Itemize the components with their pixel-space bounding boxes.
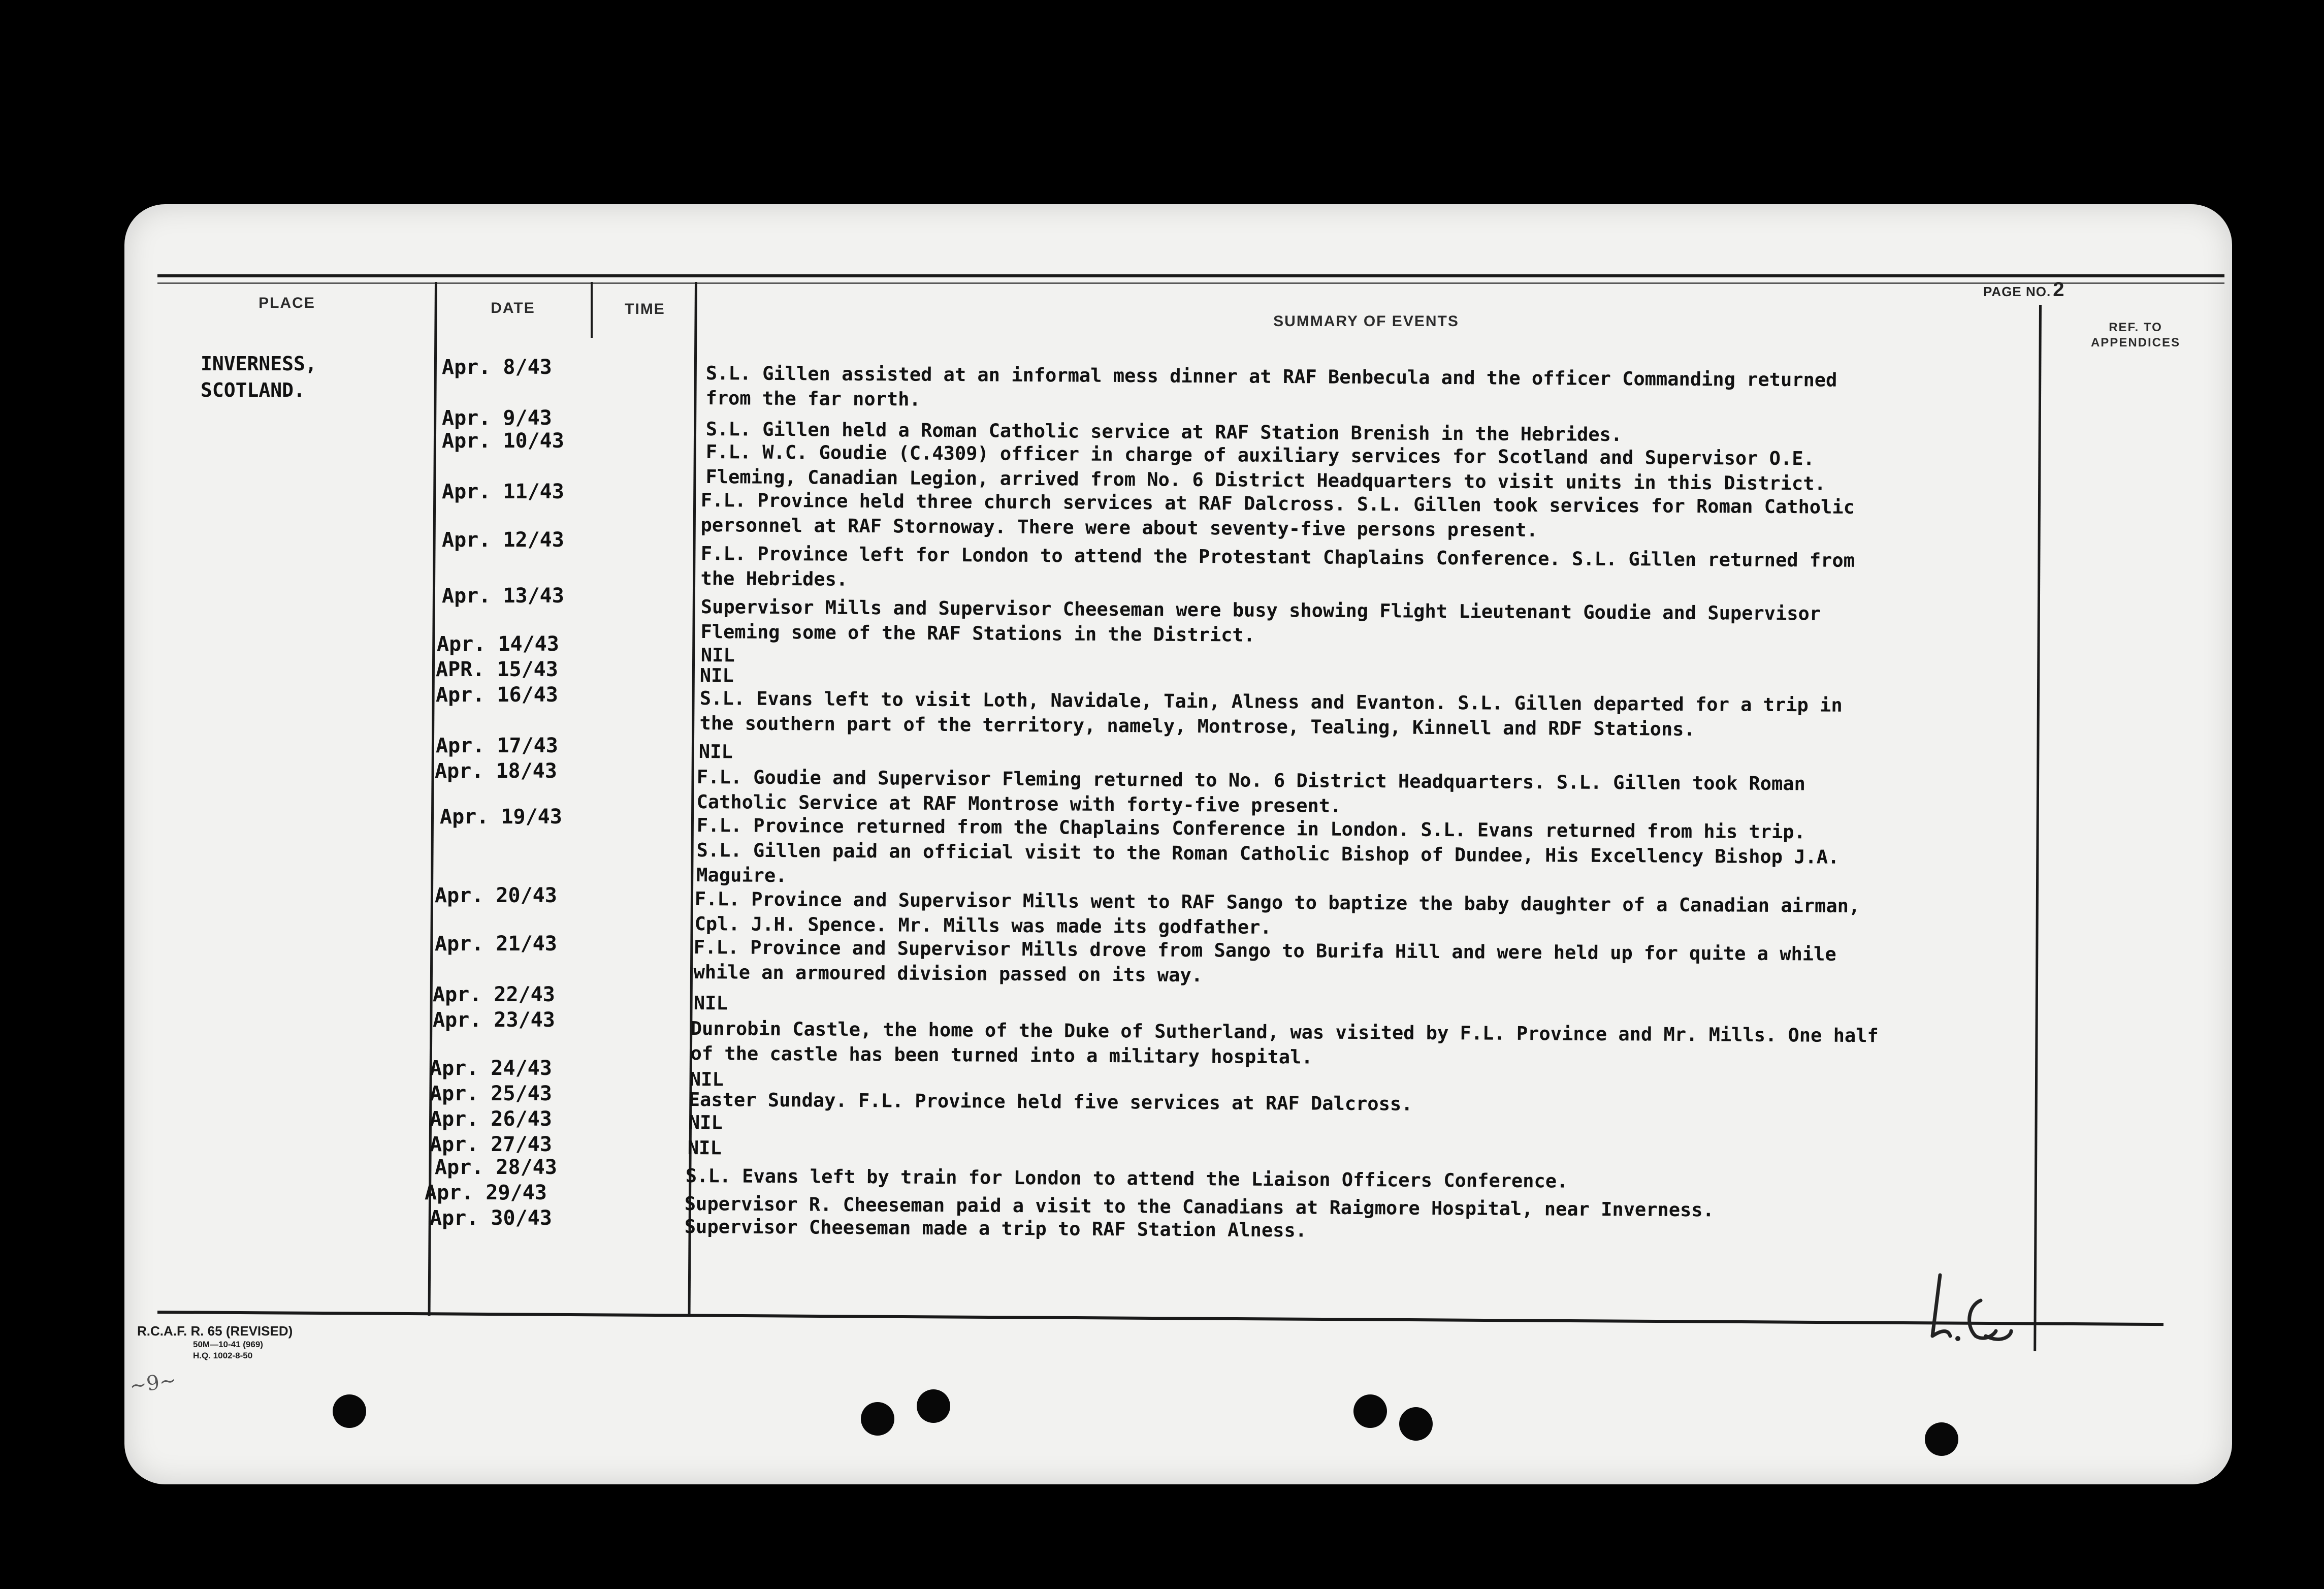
place-entry	[201, 351, 419, 403]
date-entry: Apr. 14/43	[437, 632, 559, 656]
event-line: Fleming, Canadian Legion, arrived from No. 6 District Headquarters to visit units in this District.	[705, 465, 1826, 495]
form-code	[137, 1323, 293, 1361]
date-entry: Apr. 10/43	[442, 429, 564, 453]
ref-to-label: REF. TO	[2109, 321, 2162, 334]
event-line: F.L. Province left for London to attend the Protestant Chaplains Conference. S.L. Gillen returned from	[700, 543, 1855, 571]
punch-hole	[1925, 1422, 1958, 1456]
punch-hole	[1353, 1394, 1387, 1428]
date-entry: Apr. 18/43	[435, 759, 557, 783]
date-entry: Apr. 29/43	[425, 1181, 547, 1204]
punch-hole	[1399, 1407, 1433, 1441]
date-entry: Apr. 24/43	[430, 1057, 552, 1080]
page-number-value: 2	[2053, 278, 2065, 301]
event-line: NIL	[688, 1111, 723, 1134]
event-line: S.L. Gillen held a Roman Catholic service at RAF Station Brenish in the Hebrides.	[705, 418, 1623, 446]
date-entry: Apr. 22/43	[433, 983, 555, 1006]
events-column	[684, 0, 2031, 1589]
event-line: F.L. W.C. Goudie (C.4309) officer in charge of auxiliary services for Scotland and Supervisor O.E.	[705, 440, 1815, 470]
date-entry: Apr. 9/43	[442, 406, 552, 430]
event-line: Catholic Service at RAF Montrose with forty-five present.	[696, 790, 1342, 817]
date-entry: Apr. 30/43	[430, 1206, 552, 1230]
event-line: S.L. Gillen assisted at an informal mess dinner at RAF Benbecula and the officer Commanding returned	[705, 362, 1837, 391]
event-line: the Hebrides.	[700, 567, 848, 590]
event-entry	[705, 361, 2047, 419]
date-entry: Apr. 16/43	[436, 683, 558, 707]
date-entry: Apr. 23/43	[433, 1008, 555, 1032]
event-line: NIL	[689, 1068, 724, 1091]
event-line: from the far north.	[705, 387, 921, 410]
punch-hole	[917, 1389, 950, 1423]
date-entry: Apr. 19/43	[440, 805, 562, 829]
place-city: INVERNESS,	[201, 353, 317, 375]
date-entry: Apr. 8/43	[442, 356, 552, 379]
date-column	[427, 0, 660, 1589]
event-line: NIL	[700, 644, 735, 666]
form-code-sub2: H.Q. 1002-8-50	[193, 1351, 253, 1360]
event-line: F.L. Province returned from the Chaplains Conference in London. S.L. Evans returned from his trip.	[696, 814, 1805, 843]
event-line: NIL	[693, 992, 728, 1014]
punch-hole	[861, 1402, 894, 1436]
event-line: NIL	[687, 1137, 722, 1159]
form-code-main: R.C.A.F. R. 65 (REVISED)	[137, 1323, 293, 1339]
appendices-ref-header	[2072, 320, 2199, 351]
signature-initials	[1910, 1260, 2021, 1361]
event-line: S.L. Evans left to visit Loth, Navidale, Tain, Alness and Evanton. S.L. Gillen departed for a trip in	[699, 687, 1843, 716]
event-line: F.L. Province and Supervisor Mills went to RAF Sango to baptize the baby daughter of a Canadian airman,	[694, 888, 1860, 917]
time-header: TIME	[625, 301, 665, 317]
date-entry: Apr. 13/43	[442, 584, 564, 608]
event-line: F.L. Province and Supervisor Mills drove from Sango to Burifa Hill and were held up for quite a while	[693, 936, 1836, 965]
date-entry: Apr. 26/43	[430, 1107, 552, 1131]
event-line: S.L. Evans left by train for London to attend the Liaison Officers Conference.	[685, 1165, 1568, 1192]
event-line: Dunrobin Castle, the home of the Duke of Sutherland, was visited by F.L. Province and Mr. Mills. One half	[690, 1018, 1879, 1047]
form-code-sub1: 50M—10-41 (969)	[193, 1340, 263, 1349]
margin-mark: ~9~	[128, 1368, 178, 1399]
date-entry: APR. 15/43	[436, 658, 558, 681]
date-entry: Apr. 27/43	[430, 1133, 552, 1156]
event-line: Supervisor R. Cheeseman paid a visit to the Canadians at Raigmore Hospital, near Inverness.	[684, 1193, 1715, 1221]
event-line: NIL	[698, 741, 733, 763]
event-entry	[690, 1016, 2031, 1074]
page-number-label: PAGE NO.	[1983, 284, 2051, 299]
event-line: S.L. Gillen paid an official visit to the Roman Catholic Bishop of Dundee, His Excellency Bishop J.A.	[696, 839, 1839, 868]
event-line: F.L. Province held three church services at RAF Dalcross. S.L. Gillen took services for Roman Catholic	[700, 489, 1855, 518]
event-line: Supervisor Mills and Supervisor Cheeseman were busy showing Flight Lieutenant Goudie and Supervisor	[700, 596, 1821, 625]
date-entry: Apr. 25/43	[430, 1082, 552, 1105]
event-entry	[693, 935, 2035, 993]
place-header: PLACE	[259, 295, 315, 311]
punch-hole	[333, 1394, 366, 1428]
event-line: F.L. Goudie and Supervisor Fleming returned to No. 6 District Headquarters. S.L. Gillen took Roman	[696, 766, 1805, 795]
event-line: the southern part of the territory, namely, Montrose, Tealing, Kinnell and RDF Stations.	[699, 712, 1695, 740]
event-line: Cpl. J.H. Spence. Mr. Mills was made its godfather.	[694, 912, 1272, 938]
event-line: NIL	[699, 664, 734, 687]
event-line: Easter Sunday. F.L. Province held five services at RAF Dalcross.	[688, 1089, 1413, 1115]
event-entry	[686, 1163, 2026, 1196]
summary-header: SUMMARY OF EVENTS	[1273, 313, 1459, 330]
date-entry: Apr. 12/43	[442, 528, 564, 552]
date-entry: Apr. 11/43	[442, 480, 564, 503]
event-line: personnel at RAF Stornoway. There were about seventy-five persons present.	[700, 514, 1538, 542]
date-header: DATE	[491, 300, 535, 316]
event-line: while an armoured division passed on its way.	[693, 961, 1203, 987]
event-line: Supervisor Cheeseman made a trip to RAF Station Alness.	[684, 1216, 1307, 1242]
appendices-label: APPENDICES	[2090, 336, 2181, 349]
date-entry: Apr. 28/43	[435, 1156, 557, 1179]
event-line: Maguire.	[696, 864, 787, 887]
place-country: SCOTLAND.	[201, 379, 305, 401]
event-entry	[696, 813, 2038, 896]
date-entry: Apr. 17/43	[436, 734, 558, 757]
event-entry	[699, 686, 2041, 744]
date-entry: Apr. 21/43	[435, 932, 557, 956]
event-entry	[700, 488, 2042, 546]
date-entry: Apr. 20/43	[435, 884, 557, 907]
event-entry	[700, 541, 2042, 599]
event-line: Fleming some of the RAF Stations in the District.	[700, 620, 1255, 646]
event-line: of the castle has been turned into a military hospital.	[690, 1042, 1313, 1068]
